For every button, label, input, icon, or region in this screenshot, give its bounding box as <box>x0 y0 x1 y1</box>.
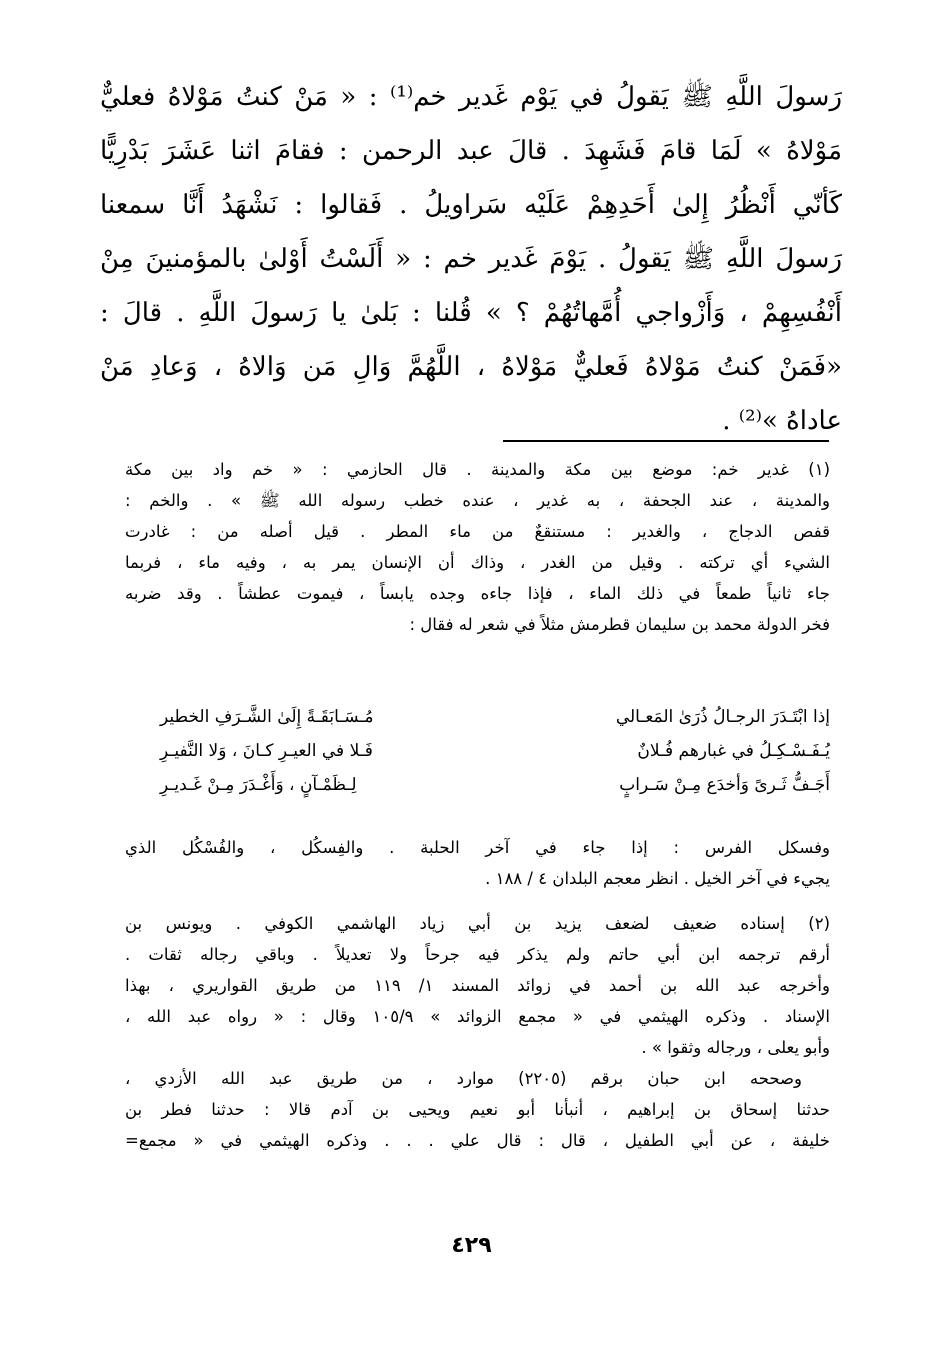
verse-second-hemistich: فَـلا في العيـرِ كـانَ ، وَلا النَّفيـرِ <box>160 741 373 761</box>
footnote-line: حدثنا إسحاق بن إبراهيم ، أنبأنا أبو نعيم ويحيى بن آدم قالا : حدثنا فطر بن <box>125 1100 830 1119</box>
footnote-line: (٢) إسناده ضعيف لضعف يزيد بن أبي زياد الهاشمي الكوفي . ويونس بن <box>125 914 830 933</box>
footnote-line: الإسناد . وذكره الهيثمي في « مجمع الزوائد » ١٠٥/٩ وقال : « رواه عبد الله ، <box>125 1007 831 1026</box>
main-text <box>100 70 842 448</box>
footnote-line: (١) غدير خم: موضع بين مكة والمدينة . قال الحازمي : « خم واد بين مكة <box>125 460 830 479</box>
footnote-line: وأخرجه عبد الله بن أحمد في زوائد المسند ١/ ١١٩ من طريق القواريري ، بهذا <box>125 976 830 995</box>
verse-first-hemistich: يُـفَـسْـكِـلُ في غبارهم فُـلانٌ <box>637 741 830 761</box>
footnote-1-continued <box>125 832 830 894</box>
footnote-line: وصححه ابن حبان برقم (٢٢٠٥) موارد ، من طريق عبد الله الأزدي ، <box>125 1069 802 1088</box>
footnote-line: خليفة ، عن أبي الطفيل ، قال : قال علي . . . وذكره الهيثمي في « مجمع= <box>125 1131 830 1150</box>
footnote-line: فخر الدولة محمد بن سليمان قطرمش مثلاً في شعر له فقال : <box>409 615 830 634</box>
main-text-line: كَأنّي أَنْظُرُ إِلىٰ أَحَدِهِمْ عَلَيْه سَراويلُ . فَقالوا : نَشْهَدُ أَنَّا سمعنا <box>100 190 842 220</box>
main-text-line: عاداهُ »⁽²⁾ . <box>722 406 842 436</box>
main-text-line: أَنْفُسِهِمْ ، وَأَزْواجي أُمَّهاتُهُمْ ؟ » قُلنا : بَلىٰ يا رَسولَ اللَّهِ . قالَ : <box>100 298 842 328</box>
footnote-2 <box>125 908 830 1156</box>
footnote-line: قفص الدجاج ، والغدير : مستنقعٌ من ماء المطر . قيل أصله من : غادرت <box>125 522 830 541</box>
poem-verse <box>160 734 830 768</box>
footnote-line: وأبو يعلى ، ورجاله وثقوا » . <box>641 1038 830 1057</box>
footnote-line: الشيء أي تركته . وقيل من الغدر ، وذاك أن الإنسان يمر به ، وفيه ماء ، فربما <box>125 553 830 572</box>
main-text-line: مَوْلاهُ » لَمَا قامَ فَشَهِدَ . قالَ عبد الرحمن : فقامَ اثنا عَشَرَ بَدْرِيًّا <box>100 136 842 166</box>
verse-first-hemistich: إذا ابْتَـدَرَ الرجـالُ ذُرَىٰ المَعـالي <box>615 707 830 727</box>
footnote-line: أرقم ترجمه ابن أبي حاتم ولم يذكر فيه جرحاً ولا تعديلاً . وباقي رجاله ثقات . <box>125 945 830 964</box>
main-text-line: رَسولَ اللَّهِ ﷺ يَقولُ في يَوْم غَدير خم⁽¹⁾ : « مَنْ كنتُ مَوْلاهُ فعليٌّ <box>100 82 843 112</box>
footnote-1 <box>125 454 830 640</box>
poem <box>160 700 830 802</box>
footnote-line: والمدينة ، عند الجحفة ، به غدير ، عنده خطب رسوله الله ﷺ » . والخم : <box>125 491 830 510</box>
verse-second-hemistich: لِـظَمْـآنٍ ، وَأَغْـدَرَ مِـنْ غَـديـرِ <box>160 775 357 795</box>
footnote-line: جاء ثانياً طمعاً في ذلك الماء ، فإذا جاءه وجده يابساً ، فيموت عطشاً . وقد ضربه <box>125 584 830 603</box>
poem-verse <box>160 700 830 734</box>
verse-second-hemistich: مُـسَـابَقَـةً إِلَىٰ الشَّـرَفِ الخطير <box>160 707 374 727</box>
main-text-line: «فَمَنْ كنتُ مَوْلاهُ فَعليٌّ مَوْلاهُ ، اللَّهُمَّ وَالِ مَن وَالاهُ ، وَعادِ مَنْ <box>100 352 842 382</box>
page-number: ٤٢٩ <box>451 1233 492 1258</box>
main-text-line: رَسولَ اللَّهِ ﷺ يَقولُ . يَوْمَ غَدير خم : « أَلَسْتُ أَوْلىٰ بالمؤمنينَ مِنْ <box>100 244 842 274</box>
footnote-line: يجيء في آخر الخيل . انظر معجم البلدان ٤ / ١٨٨ . <box>485 869 830 888</box>
poem-verse <box>160 768 830 802</box>
footnote-line: وفسكل الفرس : إذا جاء في آخر الحلبة . والفِسكُل ، والفُسْكُل الذي <box>125 838 830 857</box>
verse-first-hemistich: أَجَـفُّ ثَـرىً وَأخدَع مِـنْ سَـرابٍ <box>619 775 830 795</box>
footnote-separator <box>503 440 829 442</box>
